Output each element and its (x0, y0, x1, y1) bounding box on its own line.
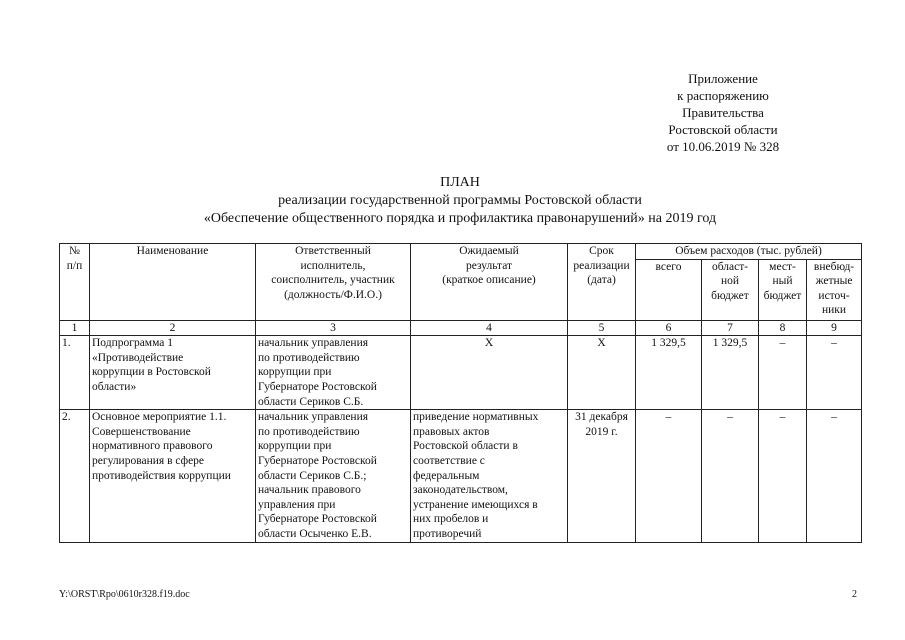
title-subtitle: реализации государственной программы Ростовской области (278, 193, 642, 208)
column-number: 1 (60, 320, 90, 336)
header-local: мест- ный бюджет (759, 259, 807, 320)
column-number: 8 (759, 320, 807, 336)
header-other: внебюд- жетные источ- ники (807, 259, 862, 320)
header-name: Наименование (90, 244, 256, 321)
row-other: – (807, 336, 862, 410)
appendix-line: Ростовской области (668, 122, 778, 137)
row-result: Х (411, 336, 568, 410)
header-deadline: Срок реализации (дата) (568, 244, 636, 321)
row-name: Подпрограмма 1 «Противодействие коррупции в Ростовской области» (90, 336, 256, 410)
row-regional: 1 329,5 (702, 336, 759, 410)
column-number-row (60, 320, 862, 336)
footer-file-path: Y:\ORST\Rpo\0610r328.f19.doc (59, 589, 190, 600)
column-number: 3 (256, 320, 411, 336)
header-responsible: Ответственный исполнитель, соисполнитель, участник (должность/Ф.И.О.) (256, 244, 411, 321)
row-local: – (759, 336, 807, 410)
row-deadline: Х (568, 336, 636, 410)
header-regional: област- ной бюджет (702, 259, 759, 320)
plan-table (59, 243, 862, 543)
header-result: Ожидаемый результат (краткое описание) (411, 244, 568, 321)
column-number: 5 (568, 320, 636, 336)
page-number: 2 (852, 589, 857, 600)
table-row (60, 410, 862, 542)
row-responsible: начальник управления по противодействию коррупции при Губернаторе Ростовской области Сериков С.Б. (256, 336, 411, 410)
header-expenses: Объем расходов (тыс. рублей) (636, 244, 862, 260)
row-num: 1. (60, 336, 90, 410)
row-result: приведение нормативных правовых актов Ростовской области в соответствие с федеральным законодательством, устранение имеющихся в них пробелов и противоречий (411, 410, 568, 542)
appendix-line: Правительства (682, 105, 764, 120)
column-number: 4 (411, 320, 568, 336)
row-deadline: 31 декабря 2019 г. (568, 410, 636, 542)
header-total: всего (636, 259, 702, 320)
table-row (60, 336, 862, 410)
row-total: – (636, 410, 702, 542)
table-header-row (60, 244, 862, 260)
appendix-block (633, 70, 813, 155)
column-number: 6 (636, 320, 702, 336)
row-local: – (759, 410, 807, 542)
document-title (60, 174, 860, 228)
row-responsible: начальник управления по противодействию коррупции при Губернаторе Ростовской области Сериков С.Б.; начальник правового управления при Губернаторе Ростовской области Осыченко Е.В. (256, 410, 411, 542)
row-num: 2. (60, 410, 90, 542)
column-number: 7 (702, 320, 759, 336)
row-other: – (807, 410, 862, 542)
title-plan: ПЛАН (440, 175, 480, 190)
title-program: «Обеспечение общественного порядка и профилактика правонарушений» на 2019 год (203, 211, 717, 226)
row-name: Основное мероприятие 1.1. Совершенствование нормативного правового регулирования в сфере противодействия коррупции (90, 410, 256, 542)
row-regional: – (702, 410, 759, 542)
column-number: 2 (90, 320, 256, 336)
column-number: 9 (807, 320, 862, 336)
appendix-line: Приложение (688, 71, 758, 86)
header-num: № п/п (60, 244, 90, 321)
appendix-line: к распоряжению (677, 88, 769, 103)
row-total: 1 329,5 (636, 336, 702, 410)
appendix-date: от 10.06.2019 № 328 (666, 139, 780, 154)
